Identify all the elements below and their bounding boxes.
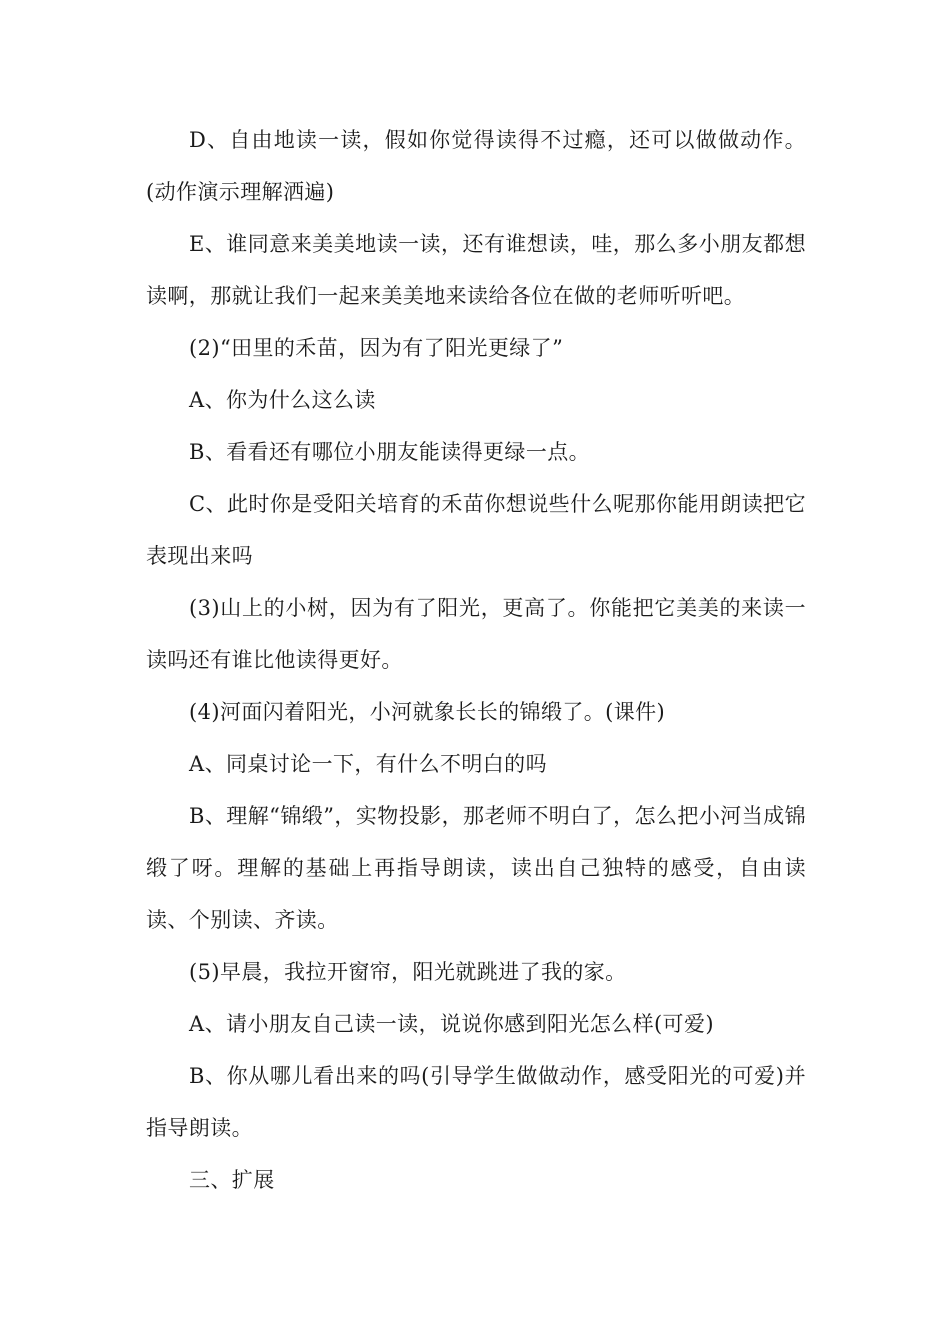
paragraph: B、看看还有哪位小朋友能读得更绿一点。 [189, 440, 591, 464]
paragraph: E、谁同意来美美地读一读，还有谁想读，哇，那么多小朋友都想读啊，那就让我们一起来美美地来读给各位在做的老师听听吧。 [146, 232, 806, 308]
paragraph: B、你从哪儿看出来的吗(引导学生做做动作，感受阳光的可爱)并指导朗读。 [146, 1064, 806, 1140]
section-heading: 三、扩展 [189, 1168, 275, 1192]
paragraph: (3)山上的小树，因为有了阳光，更高了。你能把它美美的来读一读吗还有谁比他读得更好。 [146, 596, 806, 672]
paragraph: D、自由地读一读，假如你觉得读得不过瘾，还可以做做动作。(动作演示理解洒遍) [146, 128, 806, 204]
paragraph: A、请小朋友自己读一读，说说你感到阳光怎么样(可爱) [189, 1012, 714, 1036]
paragraph: (2)“田里的禾苗，因为有了阳光更绿了” [189, 336, 564, 360]
paragraph: (4)河面闪着阳光，小河就象长长的锦缎了。(课件) [189, 700, 666, 724]
paragraph: (5)早晨，我拉开窗帘，阳光就跳进了我的家。 [189, 960, 627, 984]
paragraph: A、你为什么这么读 [189, 388, 376, 412]
document-body [146, 114, 806, 1206]
paragraph: B、理解“锦缎”，实物投影，那老师不明白了，怎么把小河当成锦缎了呀。理解的基础上再指导朗读，读出自己独特的感受，自由读读、个别读、齐读。 [146, 804, 806, 932]
paragraph: C、此时你是受阳关培育的禾苗你想说些什么呢那你能用朗读把它表现出来吗 [146, 492, 806, 568]
paragraph: A、同桌讨论一下，有什么不明白的吗 [189, 752, 547, 776]
